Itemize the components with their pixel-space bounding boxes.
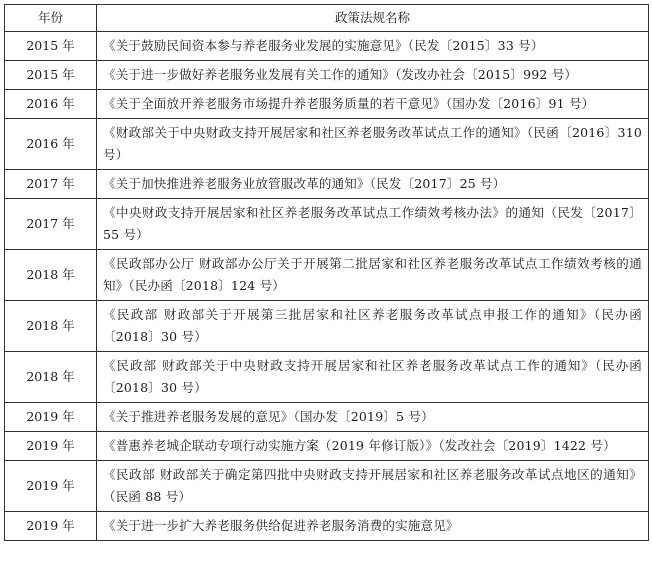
table-row [5, 61, 649, 90]
year-cell: 2018 年 [5, 250, 97, 301]
year-cell: 2019 年 [5, 461, 97, 512]
year-cell: 2019 年 [5, 432, 97, 461]
policy-name-cell: 《普惠养老城企联动专项行动实施方案（2019 年修订版）》（发改社会〔2019〕1422 号） [97, 432, 649, 461]
policy-name-cell: 《中央财政支持开展居家和社区养老服务改革试点工作绩效考核办法》的通知（民发〔2017〕55 号） [97, 199, 649, 250]
table-row [5, 301, 649, 352]
table-row [5, 170, 649, 199]
policy-name-cell: 《关于加快推进养老服务业放管服改革的通知》（民发〔2017〕25 号） [97, 170, 649, 199]
policy-name-cell: 《关于进一步做好养老服务业发展有关工作的通知》（发改办社会〔2015〕992 号） [97, 61, 649, 90]
policy-name-cell: 《关于全面放开养老服务市场提升养老服务质量的若干意见》（国办发〔2016〕91 号） [97, 90, 649, 119]
year-cell: 2018 年 [5, 352, 97, 403]
year-cell: 2017 年 [5, 199, 97, 250]
table-row [5, 352, 649, 403]
policy-name-cell: 《民政部 财政部关于确定第四批中央财政支持开展居家和社区养老服务改革试点地区的通知》（民函 88 号） [97, 461, 649, 512]
policy-name-cell: 《关于进一步扩大养老服务供给促进养老服务消费的实施意见》 [97, 512, 649, 541]
table-row [5, 32, 649, 61]
header-policy-name: 政策法规名称 [97, 5, 649, 32]
table-row [5, 199, 649, 250]
policy-name-cell: 《关于鼓励民间资本参与养老服务业发展的实施意见》（民发〔2015〕33 号） [97, 32, 649, 61]
table-row [5, 461, 649, 512]
year-cell: 2019 年 [5, 403, 97, 432]
policy-name-cell: 《财政部关于中央财政支持开展居家和社区养老服务改革试点工作的通知》（民函〔2016〕310 号） [97, 119, 649, 170]
policy-table [4, 4, 649, 541]
year-cell: 2017 年 [5, 170, 97, 199]
table-row [5, 250, 649, 301]
table-row [5, 432, 649, 461]
year-cell: 2019 年 [5, 512, 97, 541]
policy-name-cell: 《民政部办公厅 财政部办公厅关于开展第二批居家和社区养老服务改革试点工作绩效考核的通知》（民办函〔2018〕124 号） [97, 250, 649, 301]
table-row [5, 90, 649, 119]
table-row [5, 512, 649, 541]
year-cell: 2015 年 [5, 32, 97, 61]
year-cell: 2016 年 [5, 90, 97, 119]
year-cell: 2015 年 [5, 61, 97, 90]
year-cell: 2016 年 [5, 119, 97, 170]
year-cell: 2018 年 [5, 301, 97, 352]
policy-name-cell: 《民政部 财政部关于开展第三批居家和社区养老服务改革试点申报工作的通知》（民办函〔2018〕30 号） [97, 301, 649, 352]
policy-name-cell: 《民政部 财政部关于中央财政支持开展居家和社区养老服务改革试点工作的通知》（民办函〔2018〕30 号） [97, 352, 649, 403]
table-header-row [5, 5, 649, 32]
header-year: 年份 [5, 5, 97, 32]
table-body [5, 32, 649, 541]
table-row [5, 403, 649, 432]
table-row [5, 119, 649, 170]
policy-name-cell: 《关于推进养老服务发展的意见》（国办发〔2019〕5 号） [97, 403, 649, 432]
